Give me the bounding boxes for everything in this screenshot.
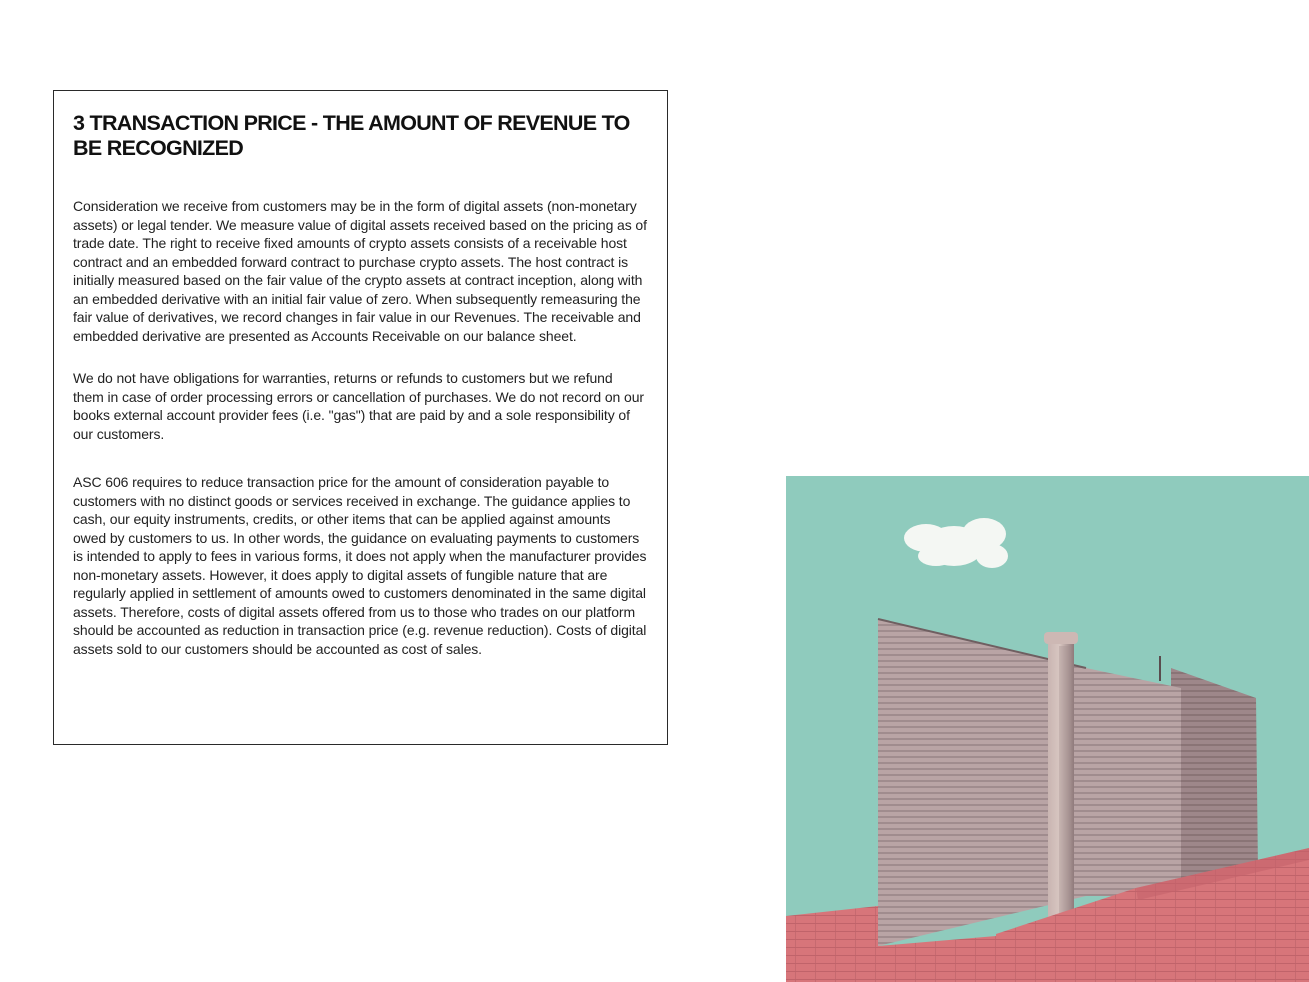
building-side [1171,668,1258,888]
building-photo [786,476,1309,982]
building-illustration [786,476,1309,982]
chimney-pipe [1044,632,1078,946]
section-title: 3 TRANSACTION PRICE - THE AMOUNT OF REVENUE TO BE RECOGNIZED [73,111,630,160]
paragraph-consideration: Consideration we receive from customers may be in the form of digital assets (non-monetary assets) or legal tender. We measure value of digital assets received based on the pricing as of trade date. The right to receive fixed amounts of crypto assets consists of a receivable host contract and an embedded forward contract to purchase crypto assets. The host contract is initially measured based on the fair value of the crypto assets at contract inception, along with an embedded derivative with an initial fair value of zero. When subsequently remeasuring the fair value of derivatives, we record changes in fair value in our Revenues. The receivable and embedded derivative are presented as Accounts Receivable on our balance sheet. [73,198,647,344]
paragraph-asc-606: ASC 606 requires to reduce transaction price for the amount of consideration payable to customers with no distinct goods or services received in exchange. The guidance applies to cash, our equity instruments, credits, or other items that can be applied against amounts owed by customers to us. In other words, the guidance on evaluating payments to customers is intended to apply to fees in various forms, it does not apply when the manufacturer provides non-monetary assets. However, it does apply to digital assets of fungible nature that are regularly applied in settlement of amounts owed to customers denominated in the same digital assets. Therefore, costs of digital assets offered from us to those who trades on our platform should be accounted as reduction in transaction price (e.g. revenue reduction). Costs of digital assets sold to our customers should be accounted as cost of sales. [73,474,647,657]
brick-wall-left [786,906,878,982]
text-panel [53,90,668,745]
paragraph-refunds: We do not have obligations for warranties, returns or refunds to customers but we refund them in case of order processing errors or cancellation of purchases. We do not record on our books external account provider fees (i.e. "gas") that are paid by and a sole responsibility of our customers. [73,370,644,442]
